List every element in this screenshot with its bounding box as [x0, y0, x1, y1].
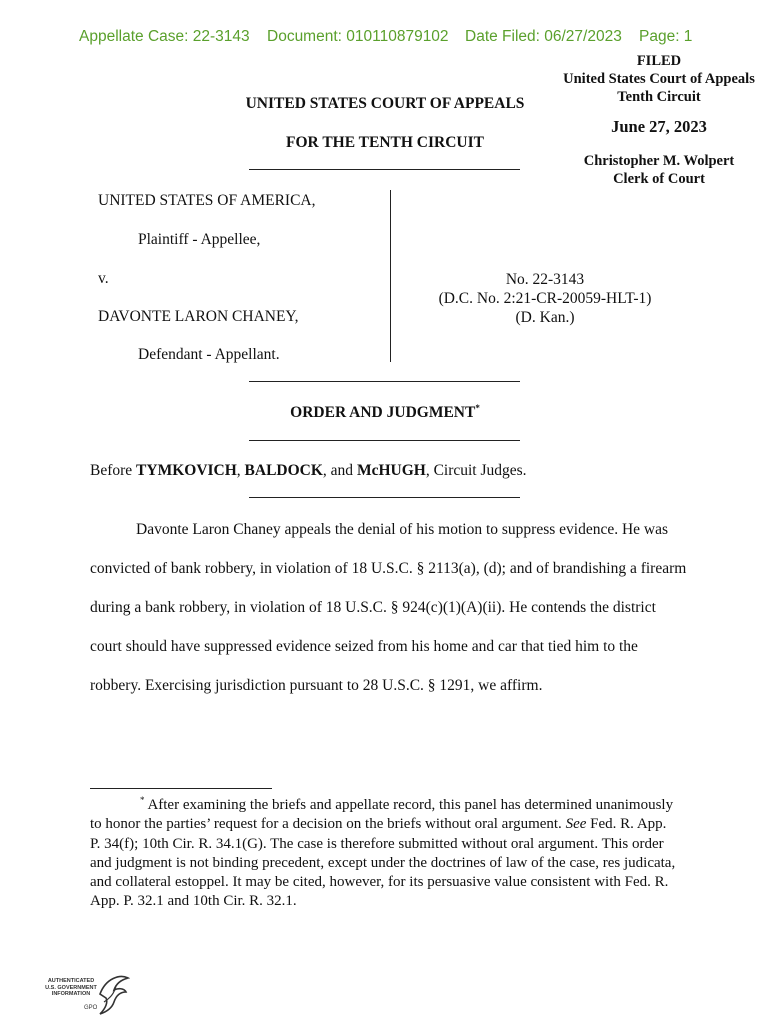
defendant-name: DAVONTE LARON CHANEY,: [98, 308, 299, 325]
footnote-marker: *: [140, 795, 145, 805]
stamp-filed: FILED: [636, 53, 682, 69]
stamp-circuit: Tenth Circuit: [617, 89, 701, 105]
plaintiff-role: Plaintiff - Appellee,: [138, 231, 261, 248]
order-title: ORDER AND JUDGMENT*: [290, 402, 480, 421]
divider: [249, 381, 520, 382]
stamp-clerk-title: Clerk of Court: [613, 171, 705, 187]
case-number: No. 22-3143: [505, 271, 585, 288]
footnote: * After examining the briefs and appellate record, this panel has determined unanimously to honor the parties’ request for a decision on the briefs without oral argument. See Fed. R. App. P. 34(f); 10th Cir. R. 34.1(G). The case is therefore submitted without oral argument. This order and judgment is not binding precedent, except under the doctrines of law of the case, res judicata, and collateral estoppel. It may be cited, however, for its persuasive value consistent with Fed. R. App. P. 32.1 and 10th Cir. R. 32.1.: [90, 795, 676, 910]
district-court-number: (D.C. No. 2:21-CR-20059-HLT-1): [438, 290, 652, 307]
footnote-divider: [90, 788, 272, 789]
header-page: Page: 1: [639, 28, 693, 45]
case-numbers: [410, 270, 680, 327]
opinion-body: [90, 510, 690, 705]
stamp-clerk-name: Christopher M. Wolpert: [583, 153, 735, 169]
header-date-filed: Date Filed: 06/27/2023: [465, 28, 622, 45]
caption-divider: [390, 190, 391, 362]
header-case: Appellate Case: 22-3143: [79, 28, 250, 45]
filed-stamp: [548, 52, 770, 188]
defendant-role: Defendant - Appellant.: [138, 346, 280, 363]
eagle-icon: [96, 972, 130, 1016]
versus: v.: [98, 270, 109, 287]
court-name: UNITED STATES COURT OF APPEALS: [245, 95, 525, 112]
header-document: Document: 010110879102: [267, 28, 449, 45]
circuit-name: FOR THE TENTH CIRCUIT: [286, 134, 484, 151]
district: (D. Kan.): [515, 309, 575, 326]
panel-judges: Before TYMKOVICH, BALDOCK, and McHUGH, Circuit Judges.: [90, 462, 527, 479]
gpo-authentication-logo: AUTHENTICATED U.S. GOVERNMENT INFORMATION GPO: [42, 972, 132, 1018]
plaintiff-name: UNITED STATES OF AMERICA,: [98, 192, 316, 209]
opening-paragraph: Davonte Laron Chaney appeals the denial of his motion to suppress evidence. He was convicted of bank robbery, in violation of 18 U.S.C. § 2113(a), (d); and of brandishing a firearm during a bank robbery, in violation of 18 U.S.C. § 924(c)(1)(A)(ii). He contends the district court should have suppressed evidence seized from his home and car that tied him to the robbery. Exercising jurisdiction pursuant to 28 U.S.C. § 1291, we affirm.: [90, 521, 687, 694]
divider: [249, 497, 520, 498]
divider: [249, 440, 520, 441]
stamp-date: June 27, 2023: [611, 117, 707, 136]
divider: [249, 169, 520, 170]
footnote-marker: *: [475, 402, 480, 413]
stamp-court: United States Court of Appeals: [563, 71, 755, 87]
